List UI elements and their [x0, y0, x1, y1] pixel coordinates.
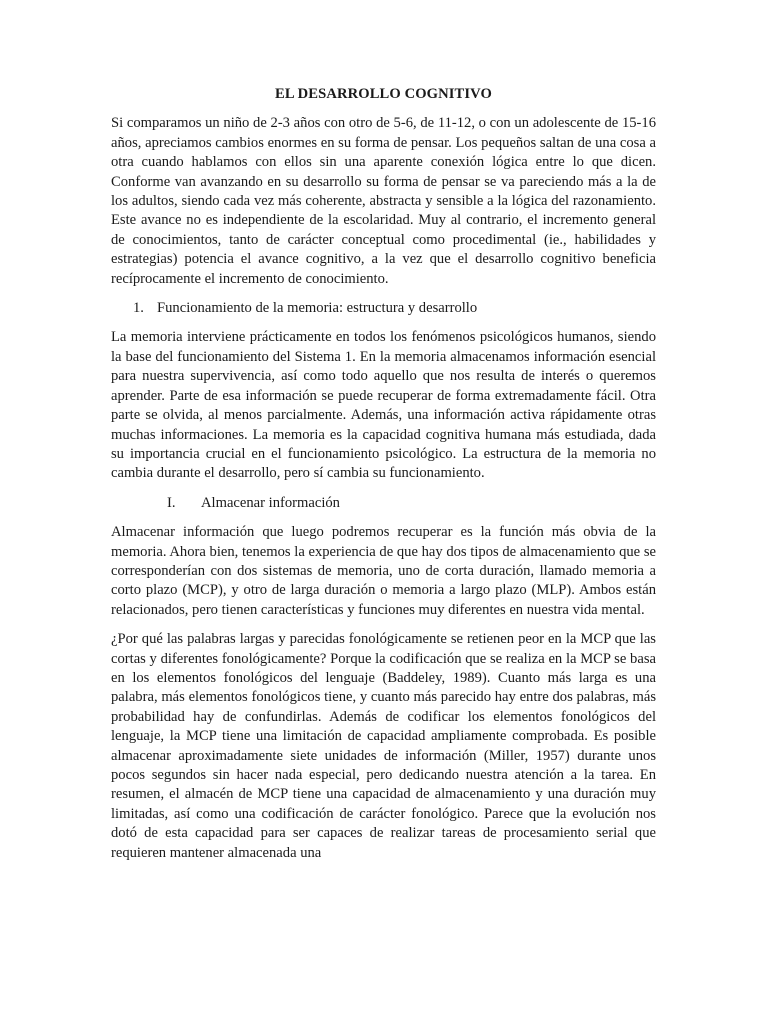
section-heading-text: Funcionamiento de la memoria: estructura y desarrollo — [157, 300, 478, 317]
subsection-number: I. — [167, 494, 176, 511]
document-title: EL DESARROLLO COGNITIVO — [275, 86, 492, 102]
section-heading-memory — [111, 299, 656, 318]
paragraph-storage: Almacenar información que luego podremos recuperar es la función más obvia de la memoria. Ahora bien, tenemos la experiencia de que hay dos tipos de almacenamiento que se corresponderían con dos sistemas de memoria, uno de corta duración, llamado memoria a corto plazo (MCP), y otro de larga duración o memoria a largo plazo (MLP). Ambos están relacionados, pero tienen características y funciones muy diferentes en nuestra vida mental. — [111, 524, 656, 618]
section-number: 1. — [133, 300, 144, 317]
subsection-heading-text: Almacenar información — [201, 494, 340, 511]
paragraph-mcp: ¿Por qué las palabras largas y parecidas fonológicamente se retienen peor en la MCP que las cortas y diferentes fonológicamente? Porque la codificación que se realiza en la MCP se basa en los elementos fonológicos del lenguaje (Baddeley, 1989). Cuanto más larga es una palabra, más elementos fonológicos tiene, y cuanto más parecido hay entre dos palabras, más probabilidad hay de confundirlas. Además de codificar los elementos fonológicos del lenguaje, la MCP tiene una limitación de capacidad ampliamente comprobada. Es posible almacenar aproximadamente siete unidades de información (Miller, 1957) durante unos pocos segundos sin hacer nada especial, pero dedicando nuestra atención a la tarea. En resumen, el almacén de MCP tiene una capacidad de almacenamiento y una duración muy limitadas, así como una codificación de carácter fonológico. Parece que la evolución nos dotó de esta capacidad para ser capaces de realizar tareas de procesamiento serial que requieren mantener almacenada una — [111, 631, 656, 861]
subsection-heading-store — [111, 494, 656, 513]
paragraph-intro: Si comparamos un niño de 2-3 años con otro de 5-6, de 11-12, o con un adolescente de 15-16 años, apreciamos cambios enormes en su forma de pensar. Los pequeños saltan de una cosa a otra cuando hablamos con ellos sin una aparente conexión lógica entre lo que dicen. Conforme van avanzando en su desarrollo su forma de pensar se va pareciendo más a la de los adultos, siendo cada vez más coherente, abstracta y sensible a la lógica del razonamiento. Este avance no es independiente de la escolaridad. Muy al contrario, el incremento general de conocimientos, tanto de carácter conceptual como procedimental (ie., habilidades y estrategias) potencia el avance cognitivo, a la vez que el desarrollo cognitivo beneficia recíprocamente el incremento de conocimiento. — [111, 115, 656, 287]
paragraph-memory: La memoria interviene prácticamente en todos los fenómenos psicológicos humanos, siendo la base del funcionamiento del Sistema 1. En la memoria almacenamos información esencial para nuestra supervivencia, así como todo aquello que nos resulta de interés o queremos aprender. Parte de esa información se puede recuperar de forma extremadamente fácil. Otra parte se olvida, al menos parcialmente. Además, una información activa rápidamente otras muchas informaciones. La memoria es la capacidad cognitiva humana más estudiada, dada su importancia crucial en el funcionamiento psicológico. La estructura de la memoria no cambia durante el desarrollo, pero sí cambia su funcionamiento. — [111, 329, 656, 482]
